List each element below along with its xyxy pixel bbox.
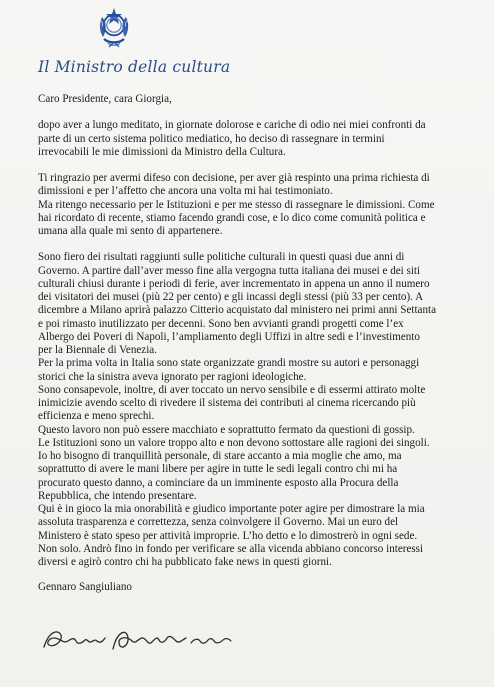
paragraph-line: Per la prima volta in Italia sono state organizzate grandi mostre su autori e personaggi (38, 357, 420, 370)
paragraph-line: dopo aver a lungo meditato, in giornate dolorose e cariche di odio nei miei confronti da (38, 119, 426, 132)
paragraph-line: Questo lavoro non può essere macchiato e soprattutto fermato da questioni di gossip. (38, 423, 415, 436)
paragraph-3 (38, 199, 478, 239)
paragraph-5 (38, 357, 478, 384)
paragraph-2 (38, 172, 478, 199)
paragraph-line: parte di un certo sistema politico mediatico, ho deciso di rassegnare in termini (38, 132, 385, 145)
paragraph-line: Sono fiero dei risultati raggiunti sulle politiche culturali in questi quasi due anni di (38, 251, 405, 264)
paragraph-line: diversi e agirò contro chi ha pubblicato fake news in questi giorni. (38, 556, 332, 568)
paragraph-9 (38, 503, 478, 569)
paragraph-line: Ma ritengo necessario per le Istituzioni e per me stesso di rassegnare le dimissioni. Come (38, 198, 435, 211)
paragraph-line: Qui è in gioco la mia onorabilità e giudico importante poter agire per dimostrare la mia (38, 503, 425, 515)
paragraph-line: storici che la sinistra aveva ignorato per ragioni ideologiche. (38, 370, 307, 383)
paragraph-line: dimissioni e per l’affetto che ancora una volta mi hai testimoniato. (38, 185, 333, 198)
paragraph-7 (38, 424, 478, 437)
paragraph-line: Non solo. Andrò fino in fondo per verificare se alla vicenda abbiano concorso interessi (38, 542, 424, 555)
paragraph-line: dicembre a Milano aprirà palazzo Citterio acquistato dal ministero nei primi anni Settanta (38, 304, 437, 317)
paragraph-line: Le Istituzioni sono un valore troppo alto e non devono sottostare alle ragioni dei singoli. (38, 436, 430, 449)
paragraph-line: Ti ringrazio per avermi difeso con decisione, per aver già respinto una prima richiesta di (38, 172, 430, 184)
paragraph-line: Sono consapevole, inoltre, di aver toccato un nervo sensibile e di essermi attirato molte (38, 383, 426, 396)
paragraph-line: dei visitatori dei musei (più 22 per cento) e gli incassi degli stessi (più 33 per cento). A (38, 291, 424, 303)
paragraph-8 (38, 437, 478, 503)
paragraph-line: Governo. A partire dall’aver messo fine alla vergogna tutta italiana dei musei e dei siti (38, 264, 421, 277)
italian-republic-emblem-icon (93, 4, 135, 50)
letterhead-title: Il Ministro della cultura (38, 58, 231, 76)
signature-name: Gennaro Sangiuliano (38, 581, 132, 594)
handwritten-signature-icon (40, 623, 250, 657)
paragraph-4 (38, 251, 478, 357)
paragraph-line: umana alla quale mi sento di appartenere. (38, 225, 223, 237)
paragraph-line: inimicizie avendo scelto di rivedere il sistema dei contributi al cinema ricercando più (38, 397, 416, 409)
paragraph-1 (38, 119, 478, 159)
paragraph-line: assoluta trasparenza e correttezza, senza coinvolgere il Governo. Mai un euro del (38, 516, 399, 529)
paragraph-line: Repubblica, che intendo presentare. (38, 489, 197, 502)
paragraph-line: culturali chiusi durante i periodi di ferie, aver incrementato in appena un anno il numero (38, 277, 430, 290)
paragraph-line: per la Biennale di Venezia. (38, 344, 158, 356)
paragraph-6 (38, 384, 478, 424)
paragraph-line: procurato questo danno, a cominciare da un imminente esposto alla Procura della (38, 476, 399, 489)
letter-body (38, 93, 478, 595)
paragraph-line: Albergo dei Poveri di Napoli, l’ampliamento degli Uffizi in altre sedi e l’investimento (38, 330, 420, 343)
paragraph-line: irrevocabili le mie dimissioni da Ministro della Cultura. (38, 145, 286, 158)
paragraph-line: hai ricordato di recente, stiamo facendo grandi cose, e lo dico come comunità politica e (38, 211, 426, 224)
salutation: Caro Presidente, cara Giorgia, (38, 93, 172, 105)
paragraph-line: efficienza e meno sprechi. (38, 410, 155, 423)
paragraph-line: Ministero è stato speso per attività improprie. L’ho detto e lo dimostrerò in ogni sede. (38, 529, 418, 542)
paragraph-line: soprattutto di avere le mani libere per agire in tutte le sedi legali contro chi mi ha (38, 463, 398, 476)
paragraph-line: e poi rimasto inutilizzato per decenni. Sono ben avvianti grandi progetti come l’ex (38, 317, 404, 330)
paragraph-line: Io ho bisogno di tranquillità personale, di stare accanto a mia moglie che amo, ma (38, 450, 402, 462)
